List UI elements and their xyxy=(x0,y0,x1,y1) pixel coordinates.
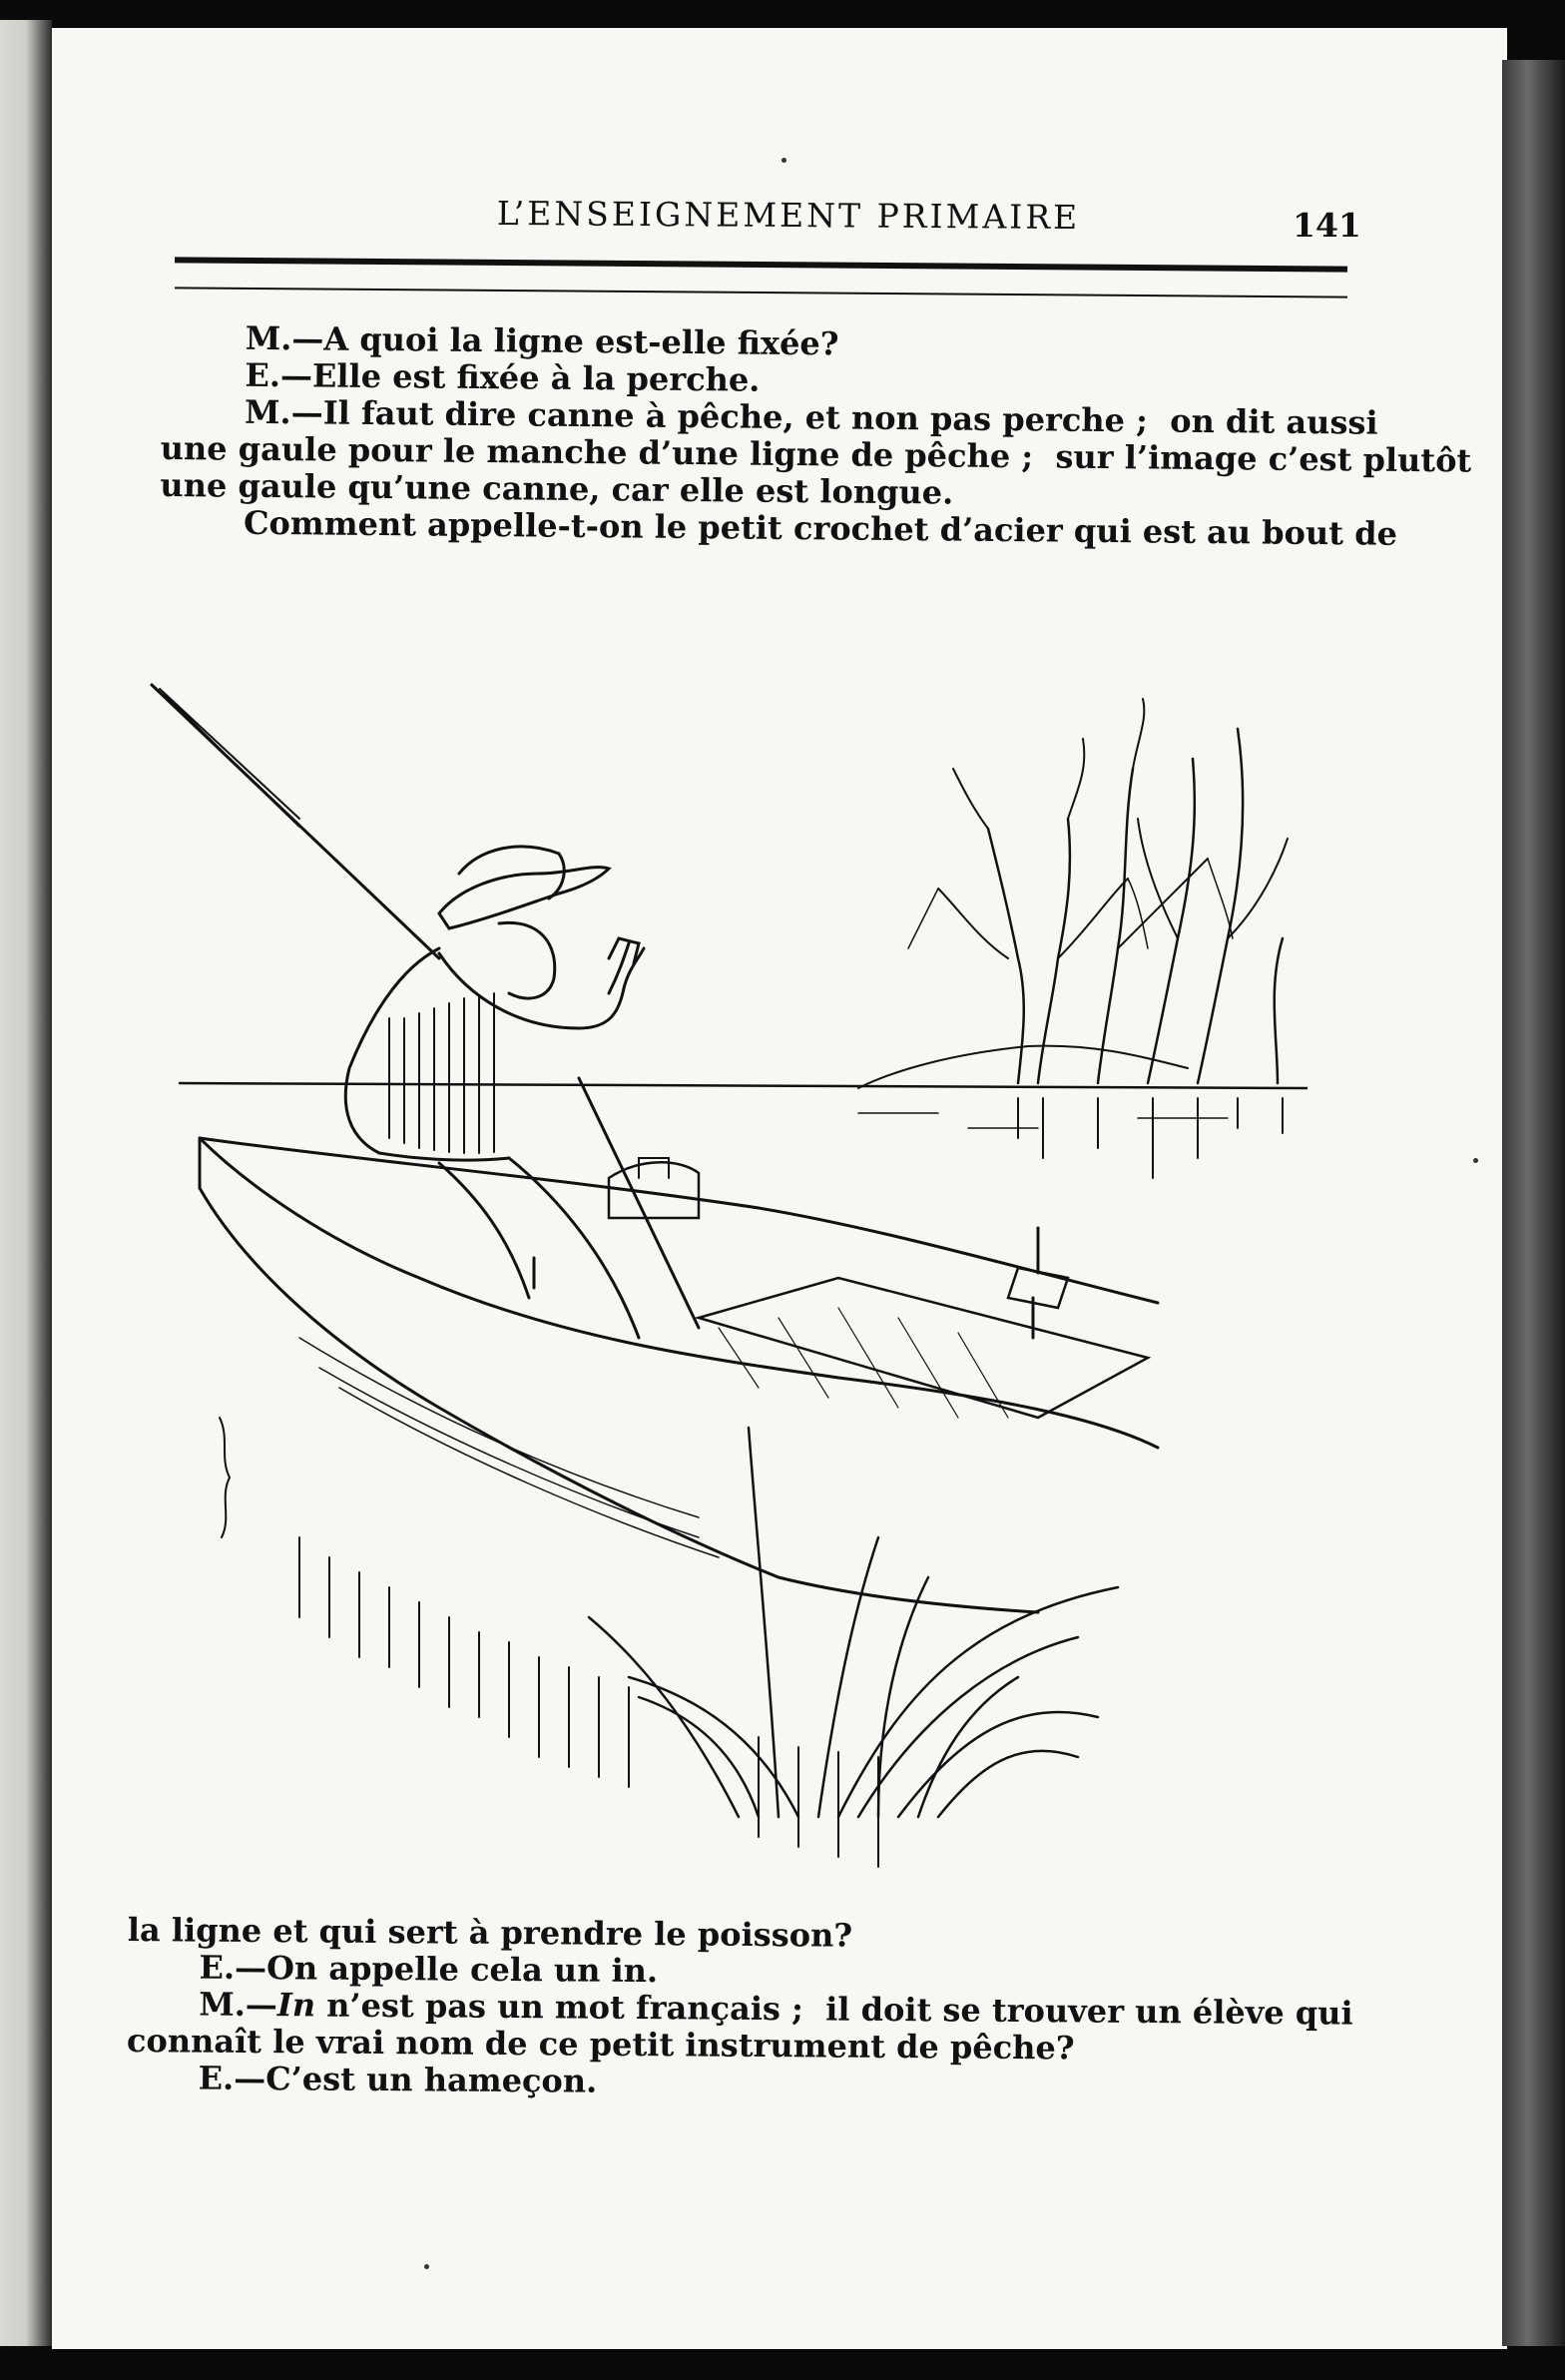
dialogue-line: la ligne et qui sert à prendre le poisson? xyxy=(127,1911,853,1955)
print-speck xyxy=(1473,1158,1478,1163)
page-number: 141 xyxy=(1293,206,1361,245)
dialogue-line: E.—C’est un hameçon. xyxy=(198,2059,598,2100)
dialogue-line: une gaule pour le manche d’une ligne de pêche ; sur l’image c’est plutôt xyxy=(160,428,1472,480)
dialogue-line: connaît le vrai nom de ce petit instrument de pêche? xyxy=(126,2021,1075,2068)
dialogue-line-rest: n’est pas un mot français ; il doit se trouver un élève qui xyxy=(314,1986,1353,2033)
rowboat xyxy=(200,1138,1158,1612)
fisherman-boat-illustration xyxy=(140,659,1307,1887)
water-reflections xyxy=(858,1098,1283,1178)
dialogue-bottom xyxy=(126,1911,1353,2105)
running-header-title: L’ENSEIGNEMENT PRIMAIRE xyxy=(496,193,1081,238)
reeds xyxy=(589,1428,1118,1817)
boat-water-ripples xyxy=(220,1418,878,1867)
dialogue-line: Comment appelle-t-on le petit crochet d’acier qui est au bout de xyxy=(243,503,1398,553)
speaker-marker: M.— xyxy=(199,1985,277,2025)
dialogue-top xyxy=(160,318,1472,553)
italic-word: In xyxy=(276,1986,316,2025)
print-speck xyxy=(782,158,786,163)
dialogue-line: E.—On appelle cela un in. xyxy=(199,1948,659,1991)
previous-page-edge xyxy=(0,20,52,2346)
book-binding-edge xyxy=(1502,60,1565,2346)
dialogue-line: M.—Il faut dire canne à pêche, et non pas perche ; on dit aussi xyxy=(244,392,1378,442)
dialogue-line: une gaule qu’une canne, car elle est longue. xyxy=(160,465,954,512)
dialogue-line: M.—A quoi la ligne est-elle fixée? xyxy=(245,318,839,363)
willow-trees xyxy=(908,699,1288,1083)
print-speck xyxy=(424,2264,429,2269)
fishing-pole xyxy=(152,685,439,958)
dialogue-line: E.—Elle est fixée à la perche. xyxy=(245,355,761,399)
